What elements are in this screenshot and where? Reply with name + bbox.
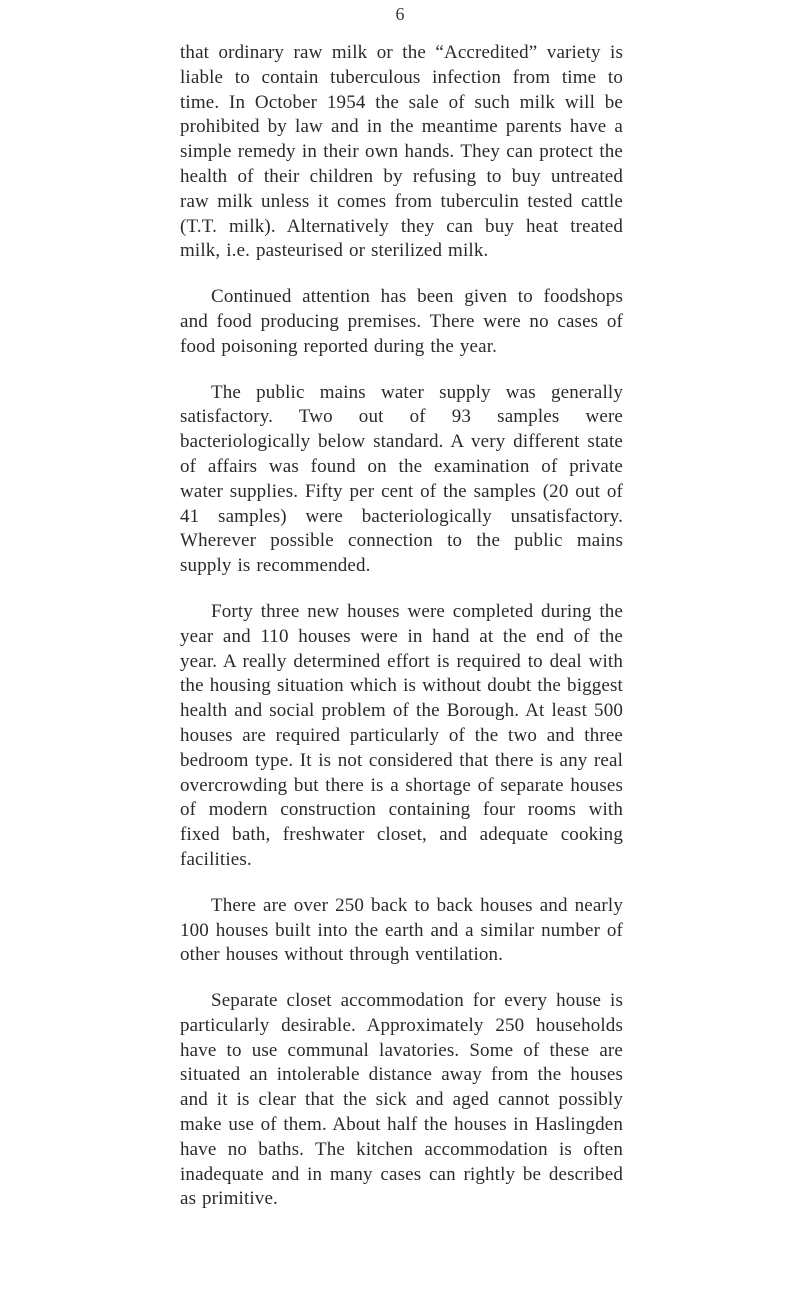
paragraph-milk: that ordinary raw milk or the “Accredited” variety is liable to contain tuberculous infection from time to time. In October 1954 the sale of such milk will be prohibited by law and in the meantime parents have a simple remedy in their own hands. They can protect the health of their children by refusing to buy untreated raw milk unless it comes from tuberculin tested cattle (T.T. milk). Alternatively they can buy heat treated milk, i.e. pasteurised or sterilized milk. [180, 42, 623, 262]
paragraph-closet-accommodation: Separate closet accommodation for every house is particularly desirable. Approximately 250 households have to use communal lavatories. Some of these are situated an intolerable distance away from the houses and it is clear that the sick and aged cannot possibly make use of them. About half the houses in Haslingden have no baths. The kitchen accommodation is often inadequate and in many cases can rightly be described as primitive. [180, 990, 623, 1210]
paragraph-foodshops: Continued attention has been given to foodshops and food producing premises. There were no cases of food poisoning reported during the year. [180, 286, 623, 357]
paragraph-new-houses: Forty three new houses were completed during the year and 110 houses were in hand at the end of the year. A really determined effort is required to deal with the housing situation which is without doubt the biggest health and social problem of the Borough. At least 500 houses are required particularly of the two and three bedroom type. It is not considered that there is any real overcrowding but there is a shortage of separate houses of modern construction containing four rooms with fixed bath, freshwater closet, and adequate cooking facilities. [180, 600, 623, 870]
document-body [180, 41, 623, 1233]
paragraph-back-to-back: There are over 250 back to back houses and nearly 100 houses built into the earth and a similar number of other houses without through ventilation. [180, 894, 623, 966]
page-number: 6 [395, 4, 405, 24]
paragraph-water-supply: The public mains water supply was generally satisfactory. Two out of 93 samples were bacteriologically below standard. A very different state of affairs was found on the examination of private water supplies. Fifty per cent of the samples (20 out of 41 samples) were bacteriologically unsatisfactory. Wherever possible connection to the public mains supply is recommended. [180, 381, 623, 577]
